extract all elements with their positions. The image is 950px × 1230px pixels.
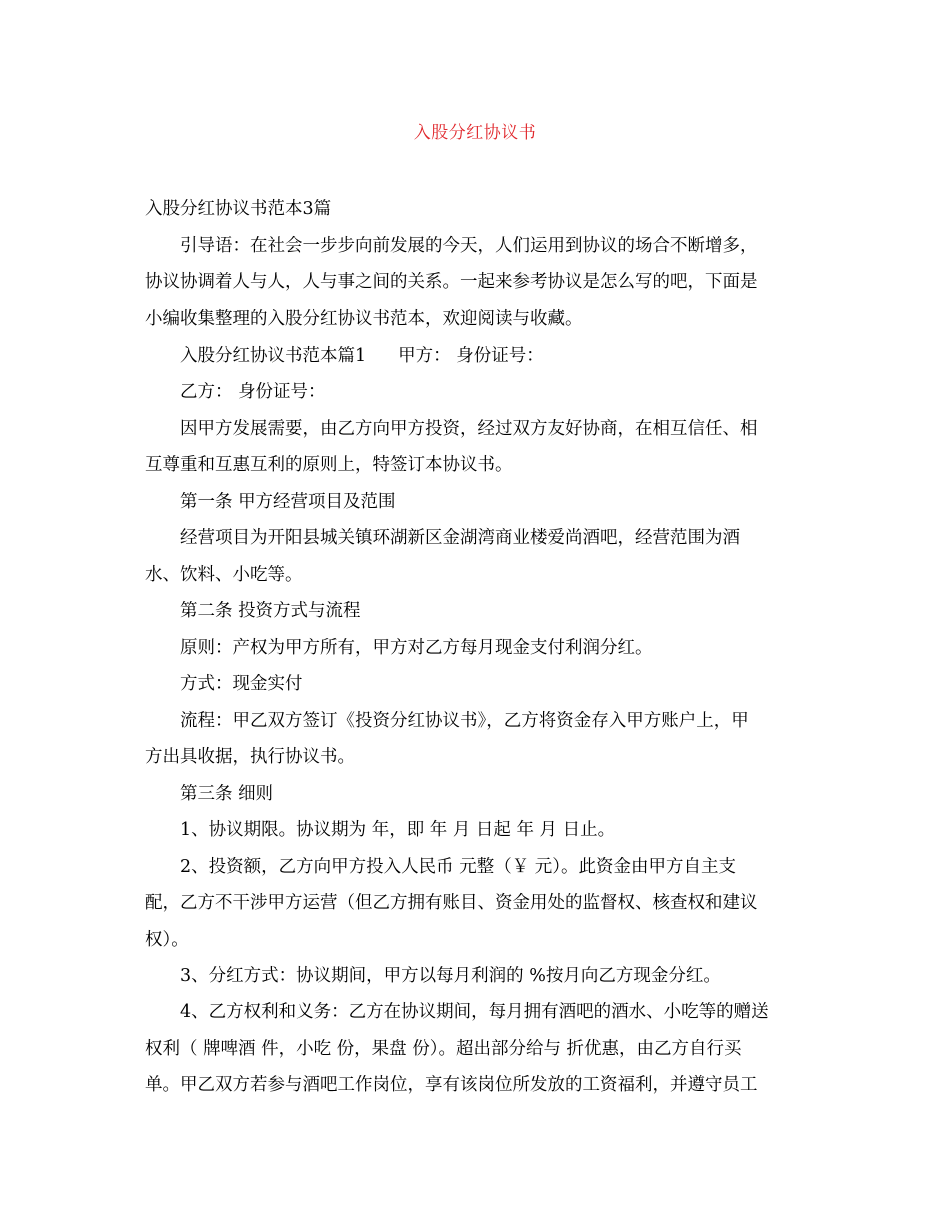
paragraph-line: 权利（ 牌啤酒 件，小吃 份，果盘 份）。超出部分给与 折优惠，由乙方自行买 (145, 1039, 742, 1059)
paragraph-line: 经营项目为开阳县城关镇环湖新区金湖湾商业楼爱尚酒吧，经营范围为酒 (180, 528, 740, 548)
article-heading: 第一条 甲方经营项目及范围 (180, 492, 396, 512)
paragraph-line: 方出具收据，执行协议书。 (145, 747, 355, 767)
section-heading-line (180, 343, 544, 369)
paragraph-line: 3、分红方式：协议期间，甲方以每月利润的 %按月向乙方现金分红。 (180, 966, 721, 986)
paragraph-line: 1、协议期限。协议期为 年，即 年 月 日起 年 月 日止。 (180, 820, 616, 840)
paragraph-line: 流程：甲乙双方签订《投资分红协议书》，乙方将资金存入甲方账户上，甲 (180, 711, 749, 731)
paragraph-line: 方式：现金实付 (180, 674, 303, 694)
party-a-field: 甲方： 身份证号： (398, 346, 544, 366)
article-heading: 第三条 细则 (180, 784, 274, 804)
paragraph-line: 协议协调着人与人，人与事之间的关系。一起来参考协议是怎么写的吧，下面是 (145, 272, 758, 292)
paragraph-line: 权）。 (145, 930, 189, 950)
article-heading: 第二条 投资方式与流程 (180, 601, 361, 621)
paragraph-line: 因甲方发展需要，由乙方向甲方投资，经过双方友好协商，在相互信任、相 (180, 419, 758, 439)
paragraph-line: 互尊重和互惠互利的原则上，特签订本协议书。 (145, 455, 513, 475)
paragraph-line: 水、饮料、小吃等。 (145, 565, 303, 585)
paragraph-line: 原则：产权为甲方所有，甲方对乙方每月现金支付利润分红。 (180, 638, 653, 658)
section-heading: 入股分红协议书范本篇1 (180, 346, 367, 366)
paragraph-line: 单。甲乙双方若参与酒吧工作岗位，享有该岗位所发放的工资福利，并遵守员工 (145, 1075, 758, 1095)
party-b-field: 乙方： 身份证号： (180, 382, 326, 402)
paragraph-line: 2、投资额，乙方向甲方投入人民币 元整（￥ 元）。此资金由甲方自主支 (180, 857, 737, 877)
subtitle-line: 入股分红协议书范本3篇 (145, 199, 332, 219)
paragraph-line: 引导语：在社会一步步向前发展的今天，人们运用到协议的场合不断增多， (180, 236, 758, 256)
paragraph-line: 4、乙方权利和义务：乙方在协议期间，每月拥有酒吧的酒水、小吃等的赠送 (180, 1002, 769, 1022)
paragraph-line: 配，乙方不干涉甲方运营（但乙方拥有账目、资金用处的监督权、核查权和建议 (145, 893, 758, 913)
paragraph-line: 小编收集整理的入股分红协议书范本，欢迎阅读与收藏。 (145, 309, 583, 329)
document-title: 入股分红协议书 (413, 123, 537, 143)
